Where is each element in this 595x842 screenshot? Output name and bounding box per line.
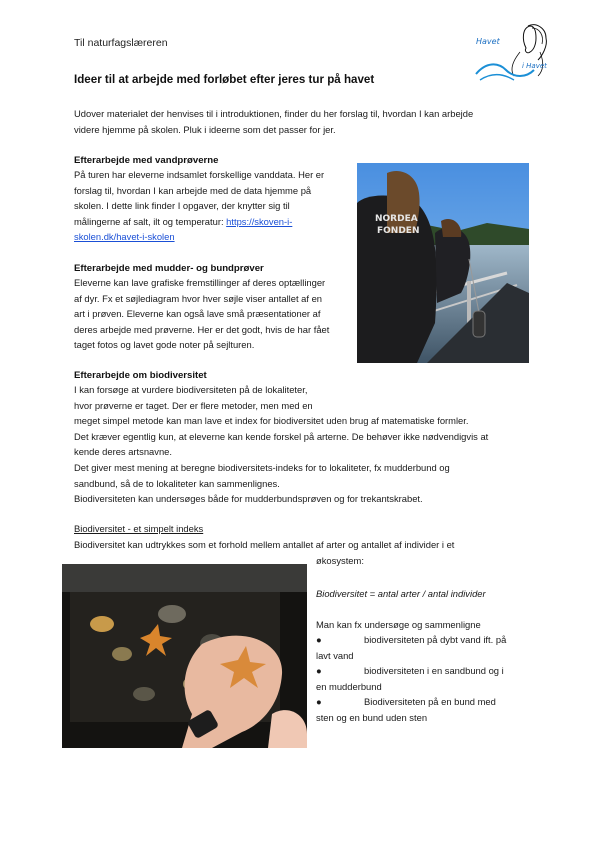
text-line: Det kræver egentlig kun, at eleverne kan kende forskel på arterne. De behøver ikke nødvendigvis at xyxy=(74,430,489,442)
page-title: Ideer til at arbejde med forløbet efter jeres tur på havet xyxy=(74,73,375,86)
text-line xyxy=(74,214,354,230)
logo-graphic xyxy=(470,22,556,88)
shirt-text-2: FONDEN xyxy=(377,226,420,236)
text-line: sandbund, så de to lokaliteter kan sammenlignes. xyxy=(74,477,280,489)
text-line: Det giver mest mening at beregne biodiversitets-indeks for to lokaliteter, fx mudderbund og xyxy=(74,461,450,473)
index-text: Biodiversitet kan udtrykkes som et forhold mellem antallet af arter og antallet af individer i et xyxy=(74,539,455,550)
text-line: art i prøven. Eleverne kan også lave små præsentationer af xyxy=(74,308,321,320)
list-item-text: biodiversiteten på dybt vand ift. på xyxy=(364,634,507,645)
boat-photo xyxy=(357,163,529,363)
list-item-text-cont: sten og en bund uden sten xyxy=(316,711,428,723)
list-item-text: biodiversiteten i en sandbund og i xyxy=(364,665,504,677)
logo-text-top: Havet xyxy=(476,37,500,46)
list-item xyxy=(316,694,524,710)
intro-line: videre hjemme på skolen. Pluk i ideerne som det passer for jer. xyxy=(74,123,336,135)
text-line: forslag til, hvordan I kan arbejde med de data hjemme på xyxy=(74,184,312,196)
section-heading-water: Efterarbejde med vandprøverne xyxy=(74,155,219,166)
biodiversity-formula: Biodiversitet = antal arter / antal individer xyxy=(316,588,486,599)
boat-photo-graphic xyxy=(357,163,529,363)
section-heading-mud: Efterarbejde med mudder- og bundprøver xyxy=(74,263,264,274)
bullet-icon: ● xyxy=(316,665,322,677)
text-line: af dyr. Fx et søjlediagram hvor hver søjle viser antallet af en xyxy=(74,292,323,304)
text-line: taget fotos og lavet gode noter på sejlturen. xyxy=(74,339,255,351)
intro-paragraph xyxy=(74,106,524,137)
list-item-text: Biodiversiteten på en bund med xyxy=(364,696,496,708)
text-line xyxy=(74,229,354,245)
intro-line: Udover materialet der henvises til i introduktionen, finder du her forslag til, hvordan I kan arbejde xyxy=(74,108,474,119)
text-line: skolen. I dette link finder I opgaver, der knytter sig til xyxy=(74,200,290,212)
text-line: deres arbejde med prøverne. Her er det godt, hvis de har fået xyxy=(74,323,330,335)
text-fragment: målingerne af salt, ilt og temperatur: xyxy=(74,215,227,227)
text-line: Eleverne kan lave grafiske fremstillinger af deres optællinger xyxy=(74,277,326,288)
section-heading-biodiversity: Efterarbejde om biodiversitet xyxy=(74,370,207,381)
logo-text-bottom: i Havet xyxy=(522,62,547,70)
section-heading-index: Biodiversitet - et simpelt indeks xyxy=(74,523,204,534)
starfish-photo-graphic xyxy=(62,564,307,748)
text-line: meget simpel metode kan man lave et index for biodiversitet uden brug af matematiske formler. xyxy=(74,415,469,427)
index-text-cont: økosystem: xyxy=(316,555,364,566)
compare-intro: Man kan fx undersøge og sammenligne xyxy=(316,619,481,630)
text-line: kende deres artsnavne. xyxy=(74,446,172,458)
bullet-icon: ● xyxy=(316,696,322,708)
section-biodiversity-text xyxy=(74,382,524,507)
list-item xyxy=(316,632,524,648)
havet-link[interactable]: https://skoven-i- xyxy=(226,215,293,227)
bullet-icon: ● xyxy=(316,634,322,645)
text-line: På turen har eleverne indsamlet forskellige vanddata. Her er xyxy=(74,169,325,180)
starfish-photo xyxy=(62,564,307,748)
list-item xyxy=(316,663,524,679)
section-water-text xyxy=(74,167,354,245)
document-header: Til naturfagslæreren xyxy=(74,37,168,49)
section-mud-text xyxy=(74,275,356,353)
shirt-text-1: NORDEA xyxy=(375,214,418,224)
comparison-list xyxy=(316,632,524,726)
list-item-text-cont: en mudderbund xyxy=(316,680,382,692)
text-line: hvor prøverne er taget. Der er flere metoder, men med en xyxy=(74,399,313,411)
havet-logo xyxy=(470,22,556,88)
text-line: I kan forsøge at vurdere biodiversiteten på de lokaliteter, xyxy=(74,384,308,395)
list-item-text-cont: lavt vand xyxy=(316,649,354,661)
havet-link-continued[interactable]: skolen.dk/havet-i-skolen xyxy=(74,231,175,243)
text-line: Biodiversiteten kan undersøges både for mudderbundsprøven og for trekantskrabet. xyxy=(74,493,423,505)
